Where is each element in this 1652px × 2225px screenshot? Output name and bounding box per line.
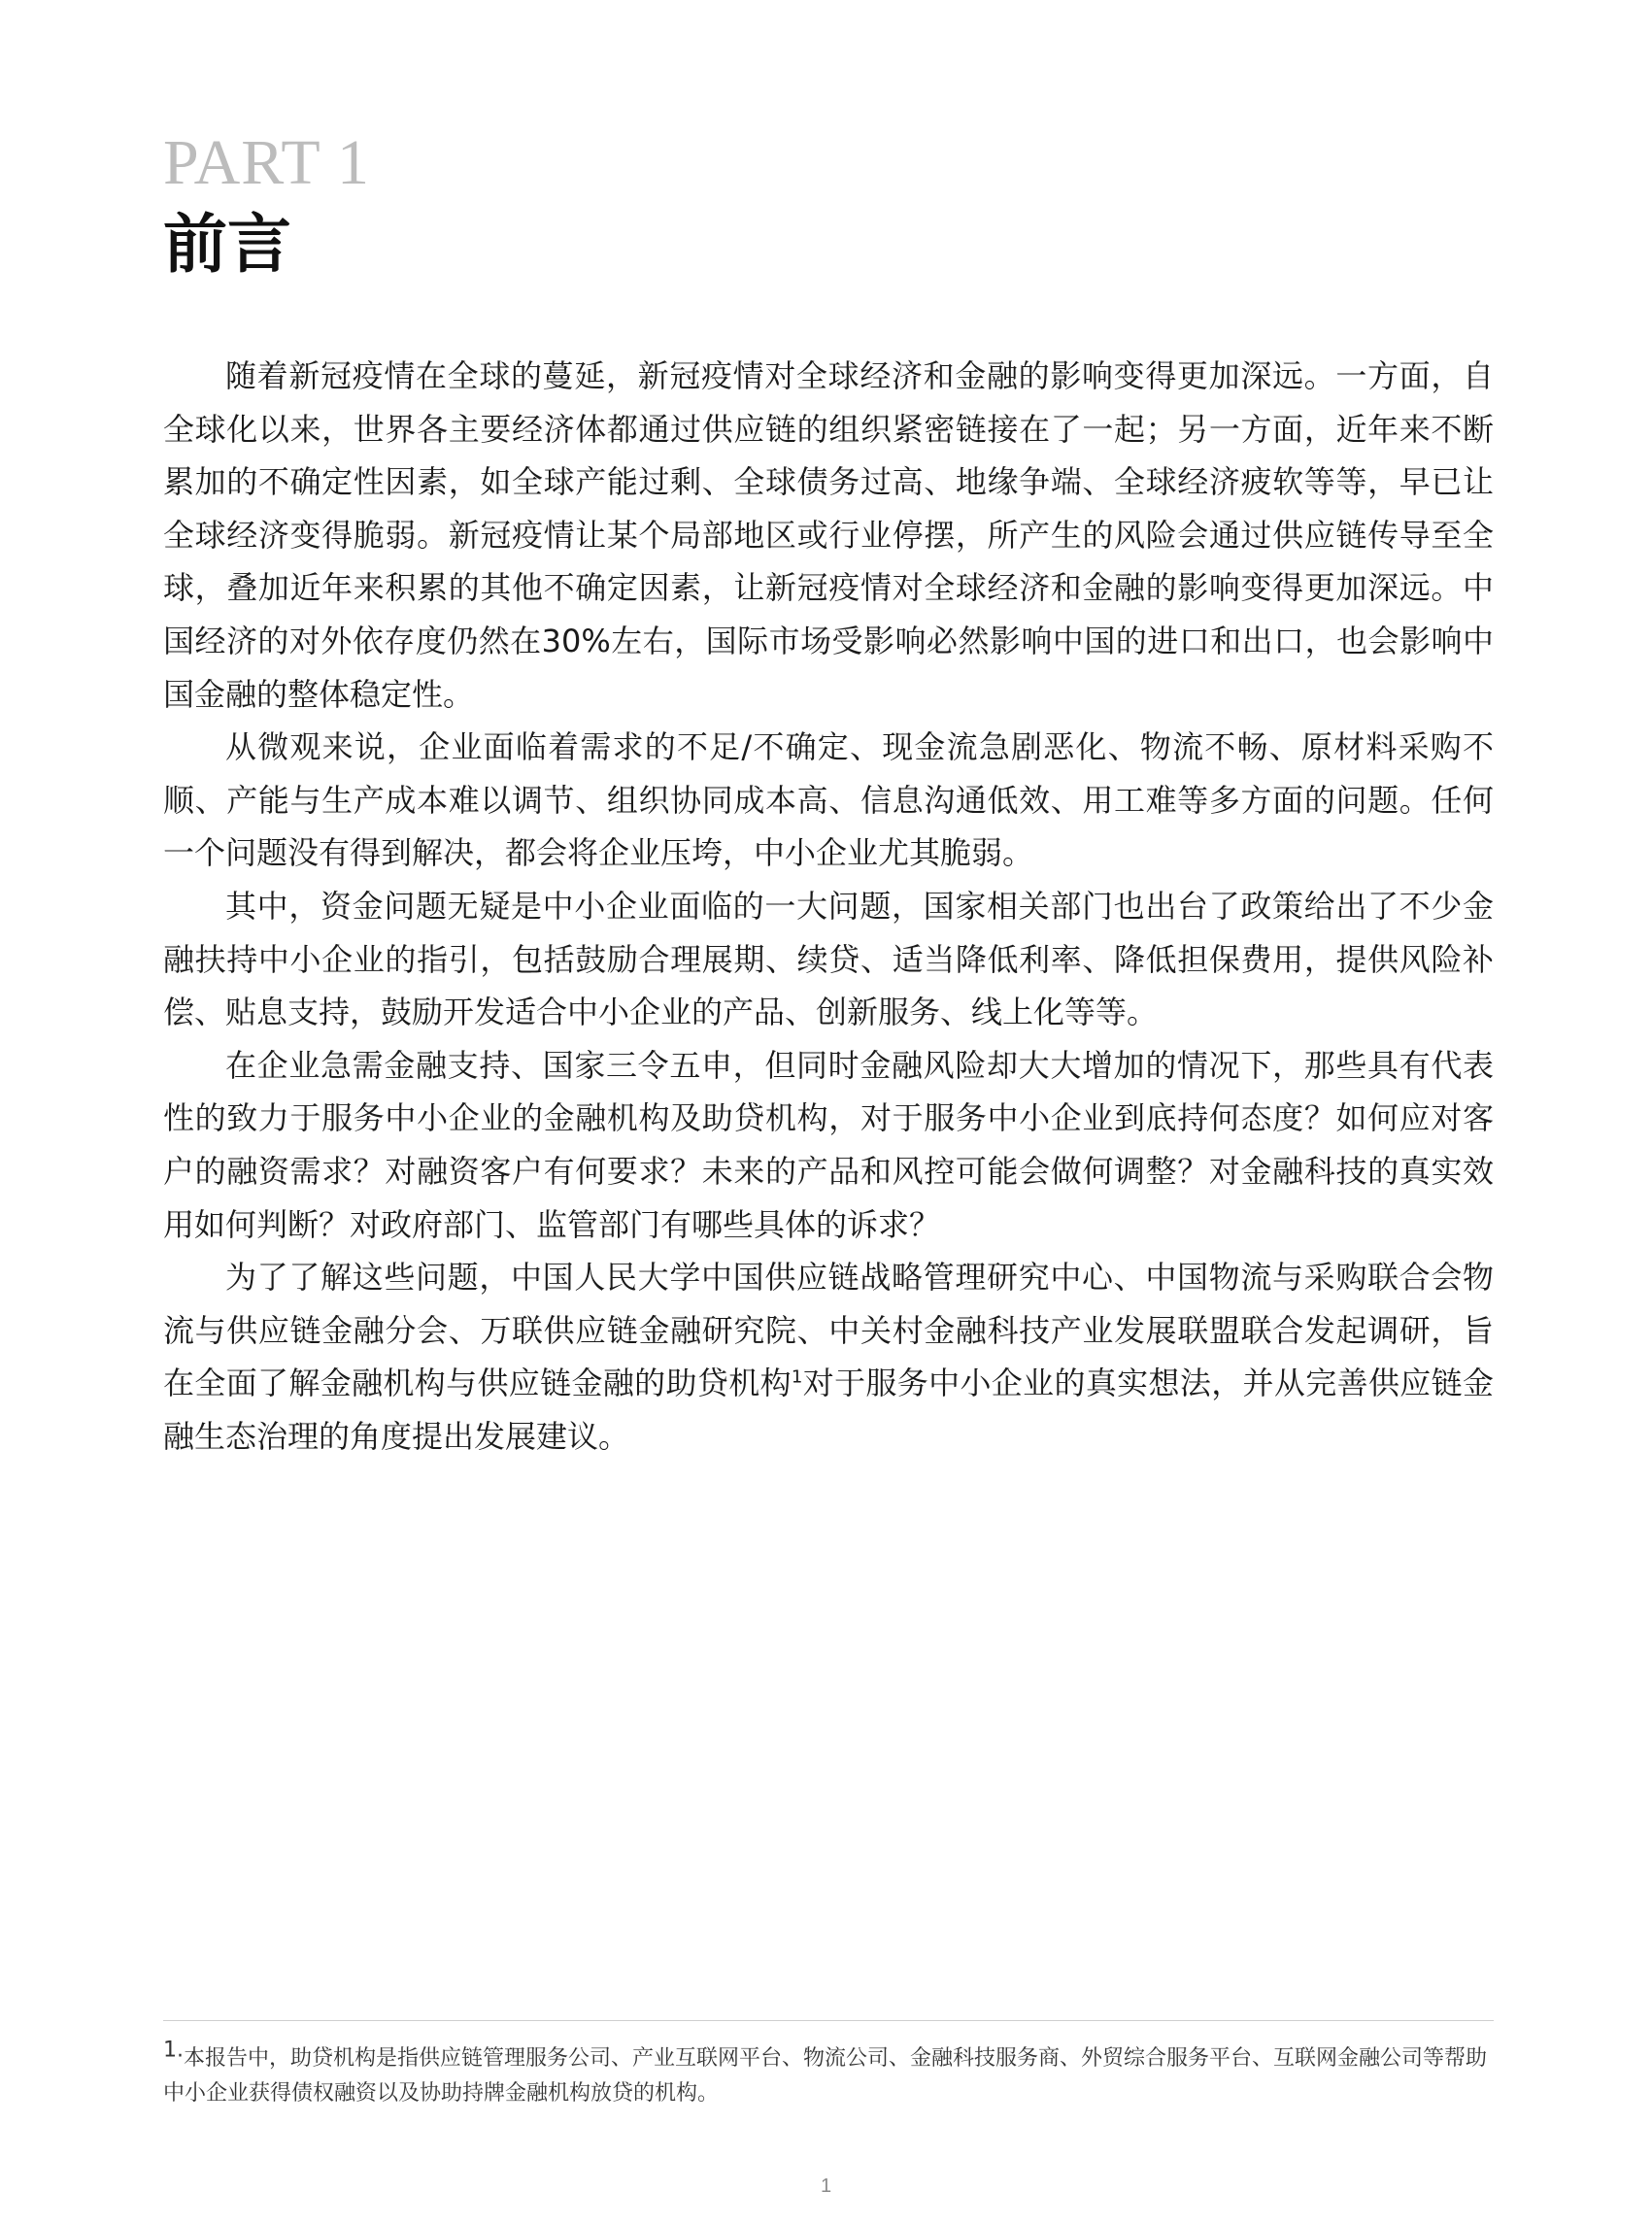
paragraph: 随着新冠疫情在全球的蔓延，新冠疫情对全球经济和金融的影响变得更加深远。一方面，自全球化以来，世界各主要经济体都通过供应链的组织紧密链接在了一起；另一方面，近年来不断累加的不确定性因素，如全球产能过剩、全球债务过高、地缘争端、全球经济疲软等等，早已让全球经济变得脆弱。新冠疫情让某个局部地区或行业停摆，所产生的风险会通过供应链传导至全球，叠加近年来积累的其他不确定因素，让新冠疫情对全球经济和金融的影响变得更加深远。中国经济的对外依存度仍然在30%左右，国际市场受影响必然影响中国的进口和出口，也会影响中国金融的整体稳定性。 [163,357,1494,713]
part-label: PART 1 [163,127,370,198]
footnote-divider [163,2020,1494,2021]
footnote-mark: 1. [163,2038,184,2063]
page-title: 前言 [163,207,291,282]
paragraph-text: 为了了解这些问题，中国人民大学中国供应链战略管理研究中心、中国物流与采购联合会物流与供应链金融分会、万联供应链金融研究院、中关村金融科技产业发展联盟联合发起调研，旨在全面了解金融机构与供应链金融的助贷机构 [163,1259,1494,1402]
paragraph [163,1251,1494,1463]
footnote-text: 本报告中，助贷机构是指供应链管理服务公司、产业互联网平台、物流公司、金融科技服务商、外贸综合服务平台、互联网金融公司等帮助中小企业获得债权融资以及协助持牌金融机构放贷的机构。 [163,2046,1488,2106]
body-text [163,350,1494,1463]
page-number: 1 [820,2175,832,2197]
footnote [163,2038,1494,2111]
paragraph-text: 对于服务中小企业的真实想法，并从完善供应链金融生态治理的角度提出发展建议。 [163,1365,1494,1455]
paragraph: 其中，资金问题无疑是中小企业面临的一大问题，国家相关部门也出台了政策给出了不少金融扶持中小企业的指引，包括鼓励合理展期、续贷、适当降低利率、降低担保费用，提供风险补偿、贴息支持，鼓励开发适合中小企业的产品、创新服务、线上化等等。 [163,887,1494,1031]
paragraph: 从微观来说，企业面临着需求的不足/不确定、现金流急剧恶化、物流不畅、原材料采购不顺、产能与生产成本难以调节、组织协同成本高、信息沟通低效、用工难等多方面的问题。任何一个问题没有得到解决，都会将企业压垮，中小企业尤其脆弱。 [163,728,1494,872]
footnote-reference[interactable]: 1 [791,1366,803,1388]
paragraph: 在企业急需金融支持、国家三令五申，但同时金融风险却大大增加的情况下，那些具有代表性的致力于服务中小企业的金融机构及助贷机构，对于服务中小企业到底持何态度？如何应对客户的融资需求？对融资客户有何要求？未来的产品和风控可能会做何调整？对金融科技的真实效用如何判断？对政府部门、监管部门有哪些具体的诉求？ [163,1046,1494,1243]
